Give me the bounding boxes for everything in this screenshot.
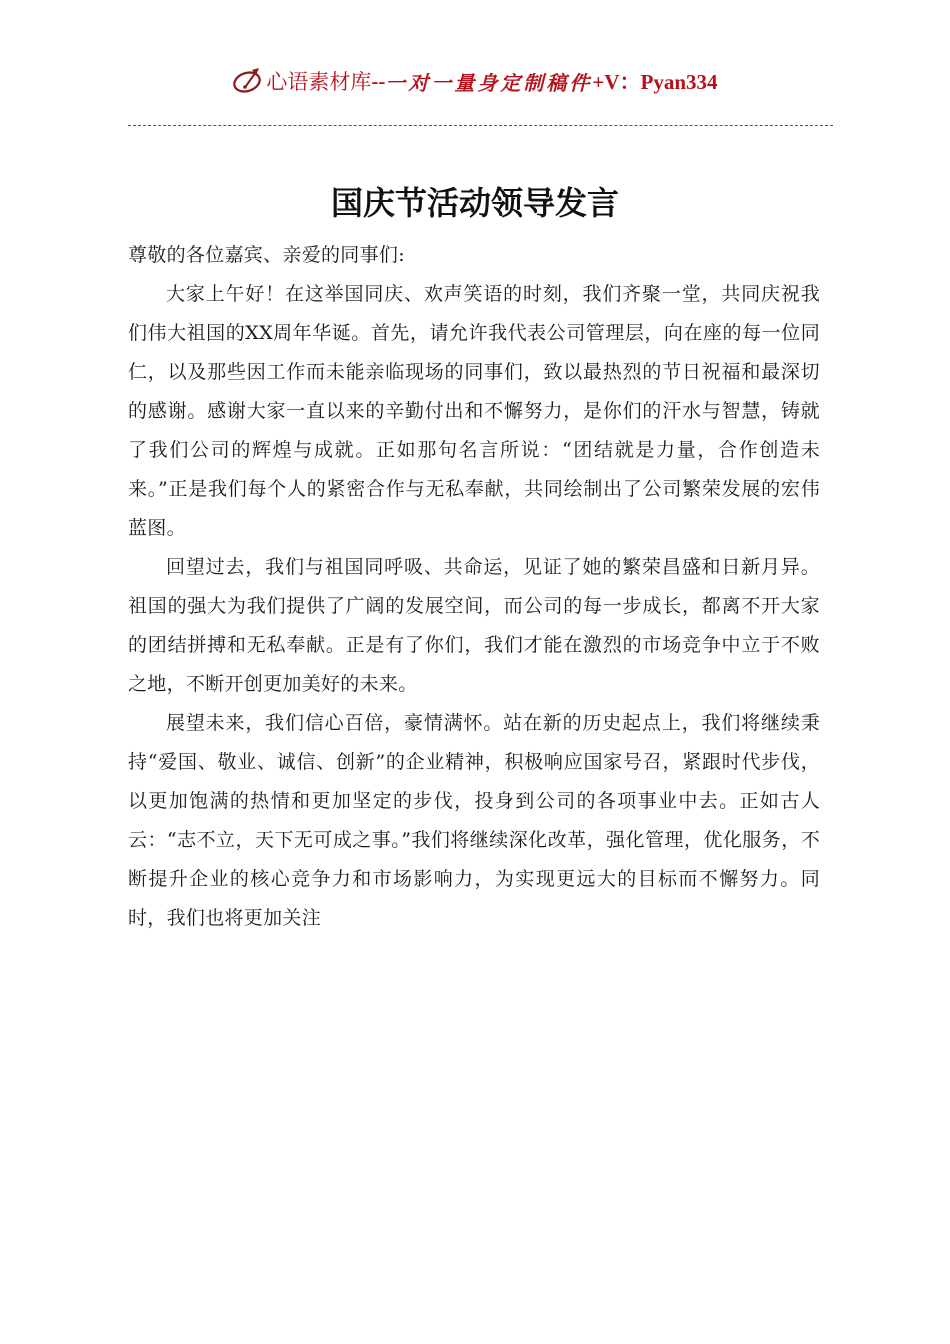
paragraph: 大家上午好！在这举国同庆、欢声笑语的时刻，我们齐聚一堂，共同庆祝我们伟大祖国的XX周年华诞。首先，请允许我代表公司管理层，向在座的每一位同仁，以及那些因工作而未能亲临现场的同事们，致以最热烈的节日祝福和最深切的感谢。感谢大家一直以来的辛勤付出和不懈努力，是你们的汗水与智慧，铸就了我们公司的辉煌与成就。正如那句名言所说：“团结就是力量，合作创造未来。”正是我们每个人的紧密合作与无私奉献，共同绘制出了公司繁荣发展的宏伟蓝图。 [128, 283, 820, 539]
pen-nib-swirl-icon [232, 66, 266, 96]
salutation: 尊敬的各位嘉宾、亲爱的同事们: [128, 244, 405, 266]
header-tagline: 一对一量身定制稿件 [385, 70, 593, 95]
header-divider [128, 125, 833, 126]
header-contact: +V：Pyan334 [592, 70, 718, 94]
paragraph: 展望未来，我们信心百倍，豪情满怀。站在新的历史起点上，我们将继续秉持“爱国、敬业、诚信、创新”的企业精神，积极响应国家号召，紧跟时代步伐，以更加饱满的热情和更加坚定的步伐，投身到公司的各项事业中去。正如古人云：“志不立，天下无可成之事。”我们将继续深化改革，强化管理，优化服务，不断提升企业的核心竞争力和市场影响力，为实现更远大的目标而不懈努力。同时，我们也将更加关注 [128, 712, 820, 929]
page-header [0, 58, 950, 104]
header-separator: -- [371, 68, 386, 93]
header-brand: 心语素材库 [266, 70, 372, 94]
document-body [128, 236, 820, 938]
document-title: 国庆节活动领导发言 [330, 184, 619, 222]
paragraph: 回望过去，我们与祖国同呼吸、共命运，见证了她的繁荣昌盛和日新月异。祖国的强大为我们提供了广阔的发展空间，而公司的每一步成长，都离不开大家的团结拼搏和无私奉献。正是有了你们，我们才能在激烈的市场竞争中立于不败之地，不断开创更加美好的未来。 [128, 556, 820, 695]
